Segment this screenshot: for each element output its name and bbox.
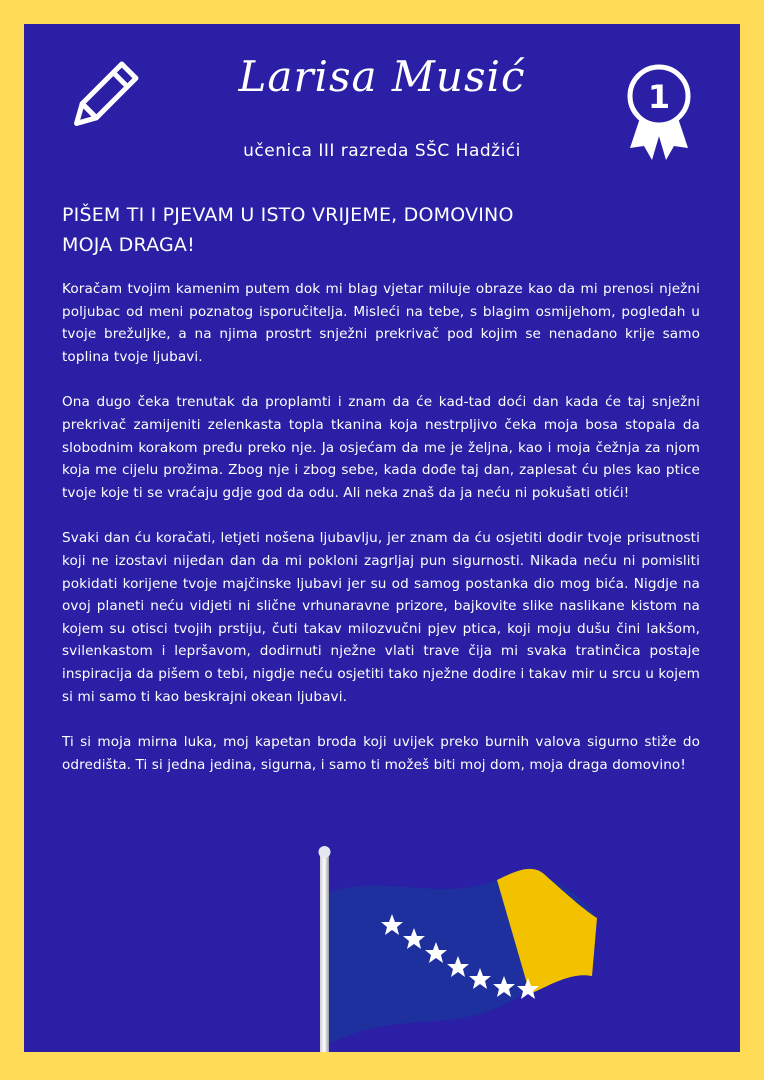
author-name: Larisa Musić (238, 52, 526, 101)
poster-panel (24, 24, 740, 1052)
flag-pole (320, 852, 329, 1052)
article-body (62, 278, 700, 799)
paragraph-1: Koračam tvojim kamenim putem dok mi blag vjetar miluje obraze kao da mi prenosi nježni poljubac od meni poznatog isporučitelja. Misleći na tebe, s blagim osmijehom, pogledah u tvoje brežuljke, a na njima prostrt snježni prekrivač pod kojim se nenadano krije samo toplina tvoje ljubavi. (62, 281, 700, 365)
award-number: 1 (647, 78, 671, 116)
award-ribbon-icon (624, 64, 694, 164)
author-subtitle: učenica III razreda SŠC Hadžići (243, 141, 521, 161)
paragraph-3: Svaki dan ću koračati, letjeti nošena ljubavlju, jer znam da ću osjetiti dodir tvoje prisutnosti koji ne izostavi nijedan dan da mi pokloni zagrljaj pun sigurnosti. Nikada neću ni pomisliti pokidati korijene tvoje majčinske ljubavi jer su od samog postanka dio mog bića. Nigdje na ovoj planeti neću vidjeti ni slične vrhunaravne prizore, bajkovite slike naslikane kistom na kojem su otisci tvojih prstiju, čuti takav milozvučni pjev ptica, koji moju dušu čini lakšom, svilenkastom i lepršavom, dodirnuti nježne vlati trave čija mi svaka tratinčica postaje inspiracija da pišem o tebi, nigdje neću osjetiti tako nježne dodire i takav mir u srcu u kojem si mi samo ti kao beskrajni okean ljubavi. (62, 530, 700, 705)
paragraph-2: Ona dugo čeka trenutak da proplamti i znam da će kad-tad doći dan kada će taj snježni prekrivač zamijeniti zelenkasta topla tkanina koja nestrpljivo čeka moja bosa stopala da slobodnim korakom pređu preko nje. Ja osjećam da me je željna, kao i moja čežnja za njom koja me cijelu prožima. Zbog nje i zbog sebe, kada dođe taj dan, zaplesat ću ples kao ptice tvoje koje ti se vraćaju gdje god da odu. Ali neka znaš da ja neću ni pokušati otići! (62, 394, 700, 501)
article-title-line-1: PIŠEM TI I PJEVAM U ISTO VRIJEME, DOMOVINO (62, 204, 514, 226)
article-title-line-2: MOJA DRAGA! (62, 234, 195, 256)
bosnia-flag-image (292, 844, 622, 1052)
article-title (62, 200, 662, 260)
paragraph-4: Ti si moja mirna luka, moj kapetan broda koji uvijek preko burnih valova sigurno stiže do odredišta. Ti si jedna jedina, sigurna, i samo ti možeš biti moj dom, moja draga domovino! (62, 734, 700, 773)
